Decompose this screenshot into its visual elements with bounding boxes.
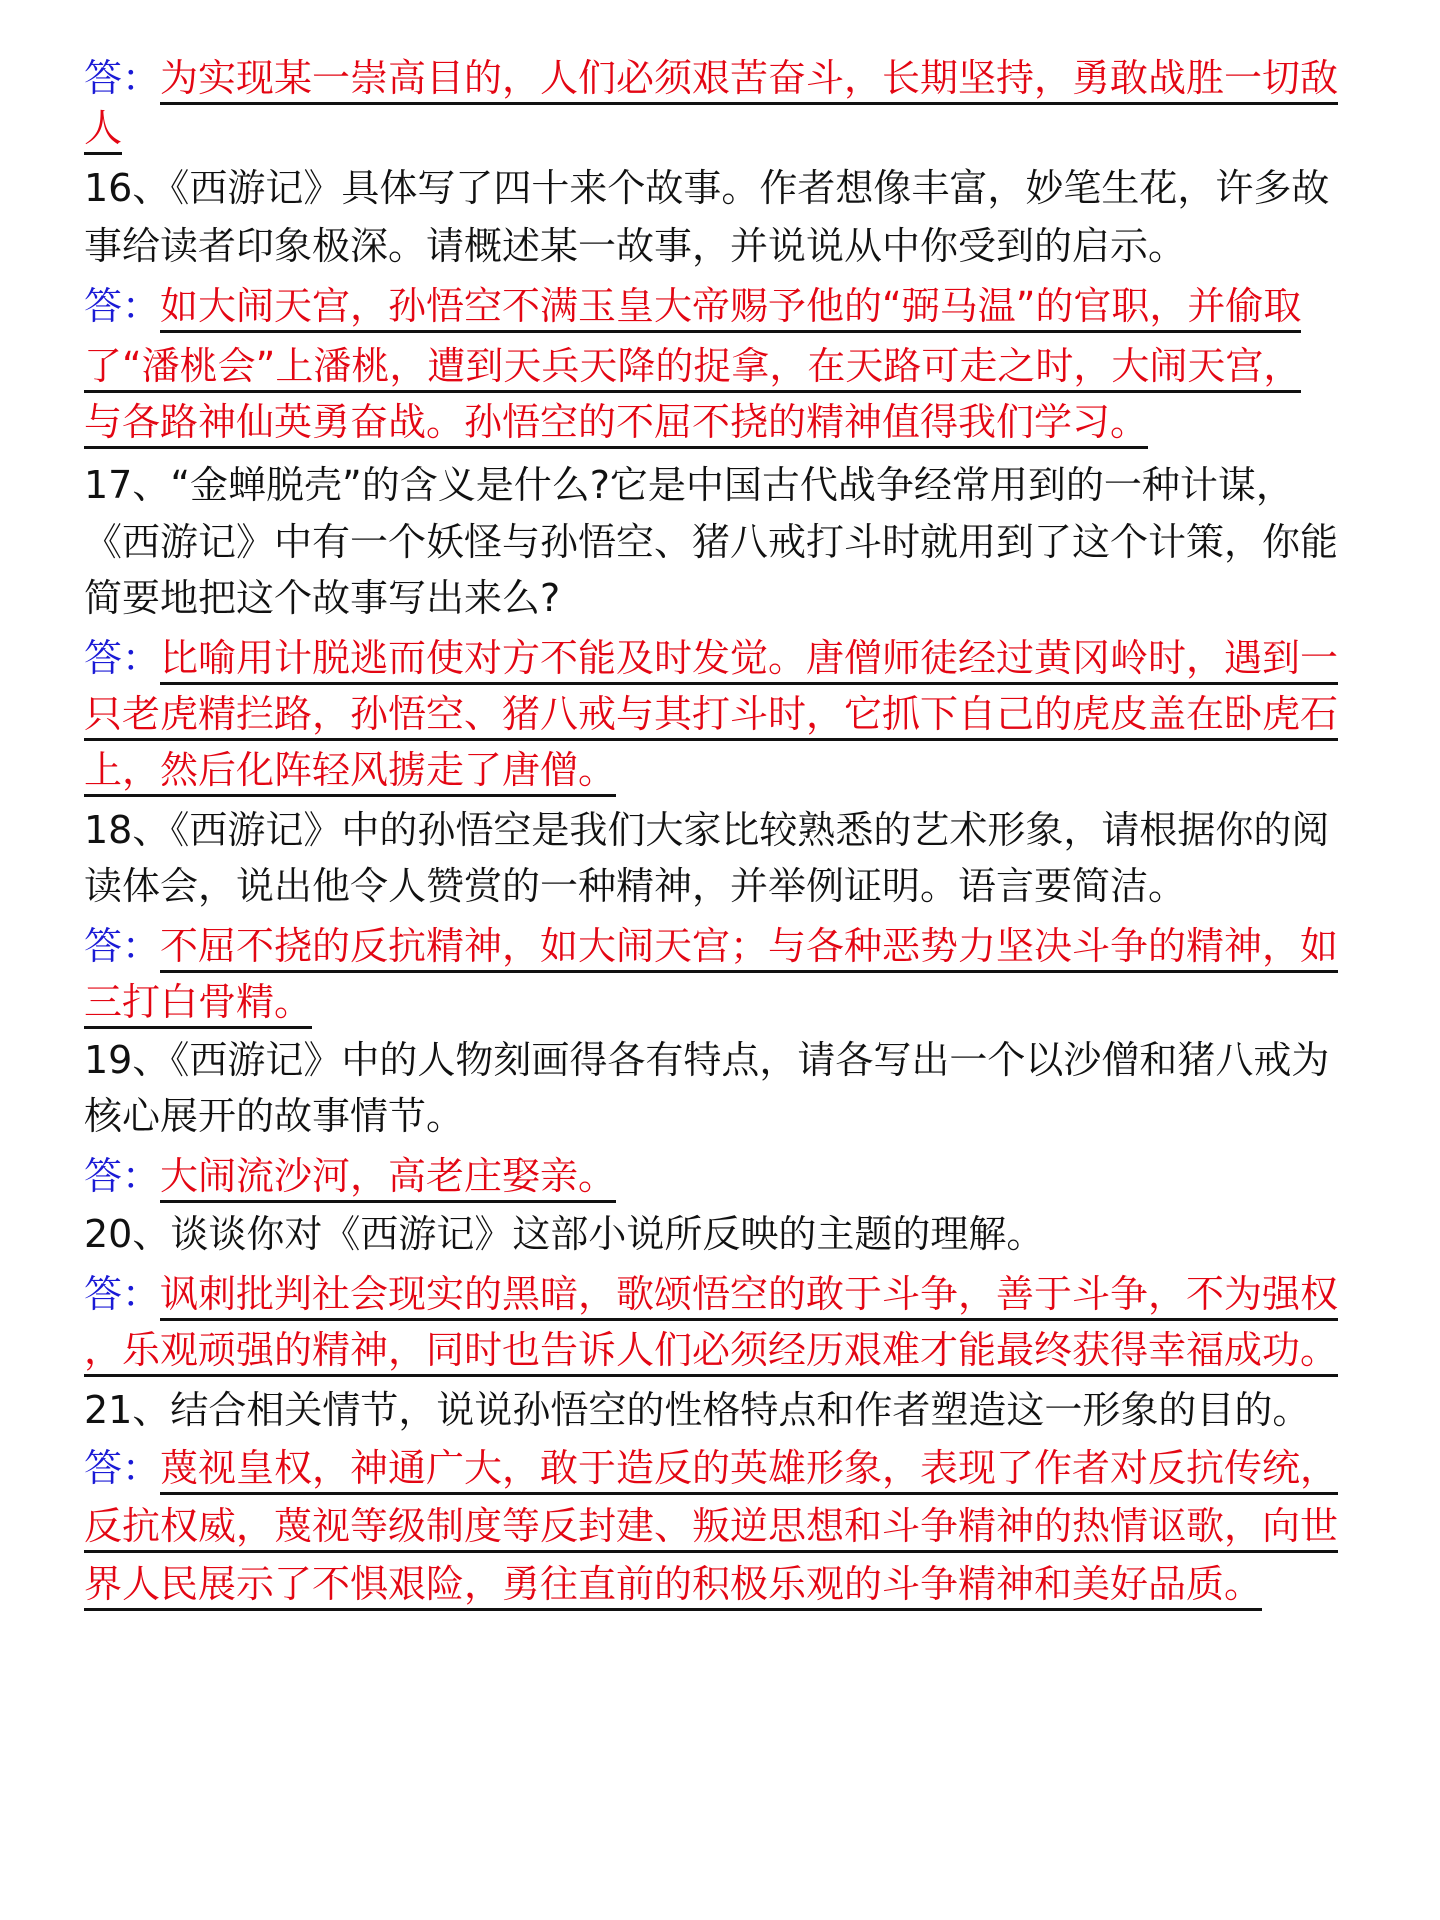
answer-label: 答： [84,924,161,968]
answer-line [84,628,1374,688]
answer-line [84,1438,1374,1498]
answer-text: 讽刺批判社会现实的黑暗，歌颂悟空的敢于斗争，善于斗争，不为强权 [160,1272,1338,1321]
question-text: 16、《西游记》具体写了四十来个故事。作者想像丰富，妙笔生花，许多故 [84,166,1330,210]
question-line [84,800,1374,860]
answer-label: 答： [84,1154,161,1198]
answer-text: 与各路神仙英勇奋战。孙悟空的不屈不挠的精神值得我们学习。 [84,400,1148,449]
answer-label: 答： [84,56,161,100]
answer-text: 如大闹天宫，孙悟空不满玉皇大帝赐予他的“弼马温”的官职，并偷取 [160,284,1301,333]
answer-text: 蔑视皇权，神通广大，敢于造反的英雄形象，表现了作者对反抗传统， [160,1446,1338,1495]
question-line [84,216,1374,276]
answer-text: 界人民展示了不惧艰险，勇往直前的积极乐观的斗争精神和美好品质。 [84,1562,1262,1611]
answer-text: ，乐观顽强的精神，同时也告诉人们必须经历艰难才能最终获得幸福成功。 [84,1328,1338,1377]
answer-label: 答： [84,1272,161,1316]
question-text: 21、结合相关情节，说说孙悟空的性格特点和作者塑造这一形象的目的。 [84,1388,1311,1432]
answer-continuation-line [84,972,1374,1032]
answer-continuation-line [84,1496,1374,1556]
question-line [84,568,1374,628]
question-line [84,1204,1374,1264]
question-text: 20、谈谈你对《西游记》这部小说所反映的主题的理解。 [84,1212,1045,1256]
answer-text: 了“潘桃会”上潘桃，遭到天兵天降的捉拿，在天路可走之时，大闹天宫， [84,344,1301,393]
answer-text: 只老虎精拦路，孙悟空、猪八戒与其打斗时，它抓下自己的虎皮盖在卧虎石 [84,692,1338,741]
answer-line [84,916,1374,976]
question-text: 《西游记》中有一个妖怪与孙悟空、猪八戒打斗时就用到了这个计策，你能 [84,520,1339,564]
answer-line [84,276,1374,336]
answer-text: 比喻用计脱逃而使对方不能及时发觉。唐僧师徒经过黄冈岭时，遇到一 [160,636,1338,685]
answer-continuation-line [84,740,1374,800]
question-text: 核心展开的故事情节。 [84,1094,465,1138]
answer-label: 答： [84,636,161,680]
answer-text: 为实现某一崇高目的，人们必须艰苦奋斗，长期坚持，勇敢战胜一切敌 [160,56,1338,105]
question-line [84,512,1374,572]
question-line [84,455,1374,515]
answer-line [84,1264,1374,1324]
answer-label: 答： [84,1446,161,1490]
answer-continuation-line [84,684,1374,744]
answer-continuation-line [84,1554,1374,1614]
question-text: 简要地把这个故事写出来么? [84,576,561,620]
answer-label: 答： [84,284,161,328]
question-text: 事给读者印象极深。请概述某一故事，并说说从中你受到的启示。 [84,224,1187,268]
answer-continuation-line [84,392,1374,452]
question-text: 18、《西游记》中的孙悟空是我们大家比较熟悉的艺术形象，请根据你的阅 [84,808,1330,852]
question-line [84,856,1374,916]
question-text: 读体会，说出他令人赞赏的一种精神，并举例证明。语言要简洁。 [84,864,1187,908]
question-text: 19、《西游记》中的人物刻画得各有特点，请各写出一个以沙僧和猪八戒为 [84,1038,1330,1082]
question-line [84,1030,1374,1090]
answer-text: 人 [84,106,122,155]
question-line [84,1086,1374,1146]
answer-text: 大闹流沙河，高老庄娶亲。 [160,1154,616,1203]
answer-text: 反抗权威，蔑视等级制度等反封建、叛逆思想和斗争精神的热情讴歌，向世 [84,1504,1338,1553]
answer-continuation-line [84,1320,1374,1380]
answer-continuation-line [84,98,1374,158]
answer-continuation-line [84,336,1374,396]
question-text: 17、“金蝉脱壳”的含义是什么?它是中国古代战争经常用到的一种计谋， [84,463,1294,507]
question-line [84,158,1374,218]
question-line [84,1380,1374,1440]
answer-text: 三打白骨精。 [84,980,312,1029]
answer-text: 上，然后化阵轻风掳走了唐僧。 [84,748,616,797]
answer-line [84,1146,1374,1206]
answer-text: 不屈不挠的反抗精神，如大闹天宫；与各种恶势力坚决斗争的精神，如 [160,924,1338,973]
